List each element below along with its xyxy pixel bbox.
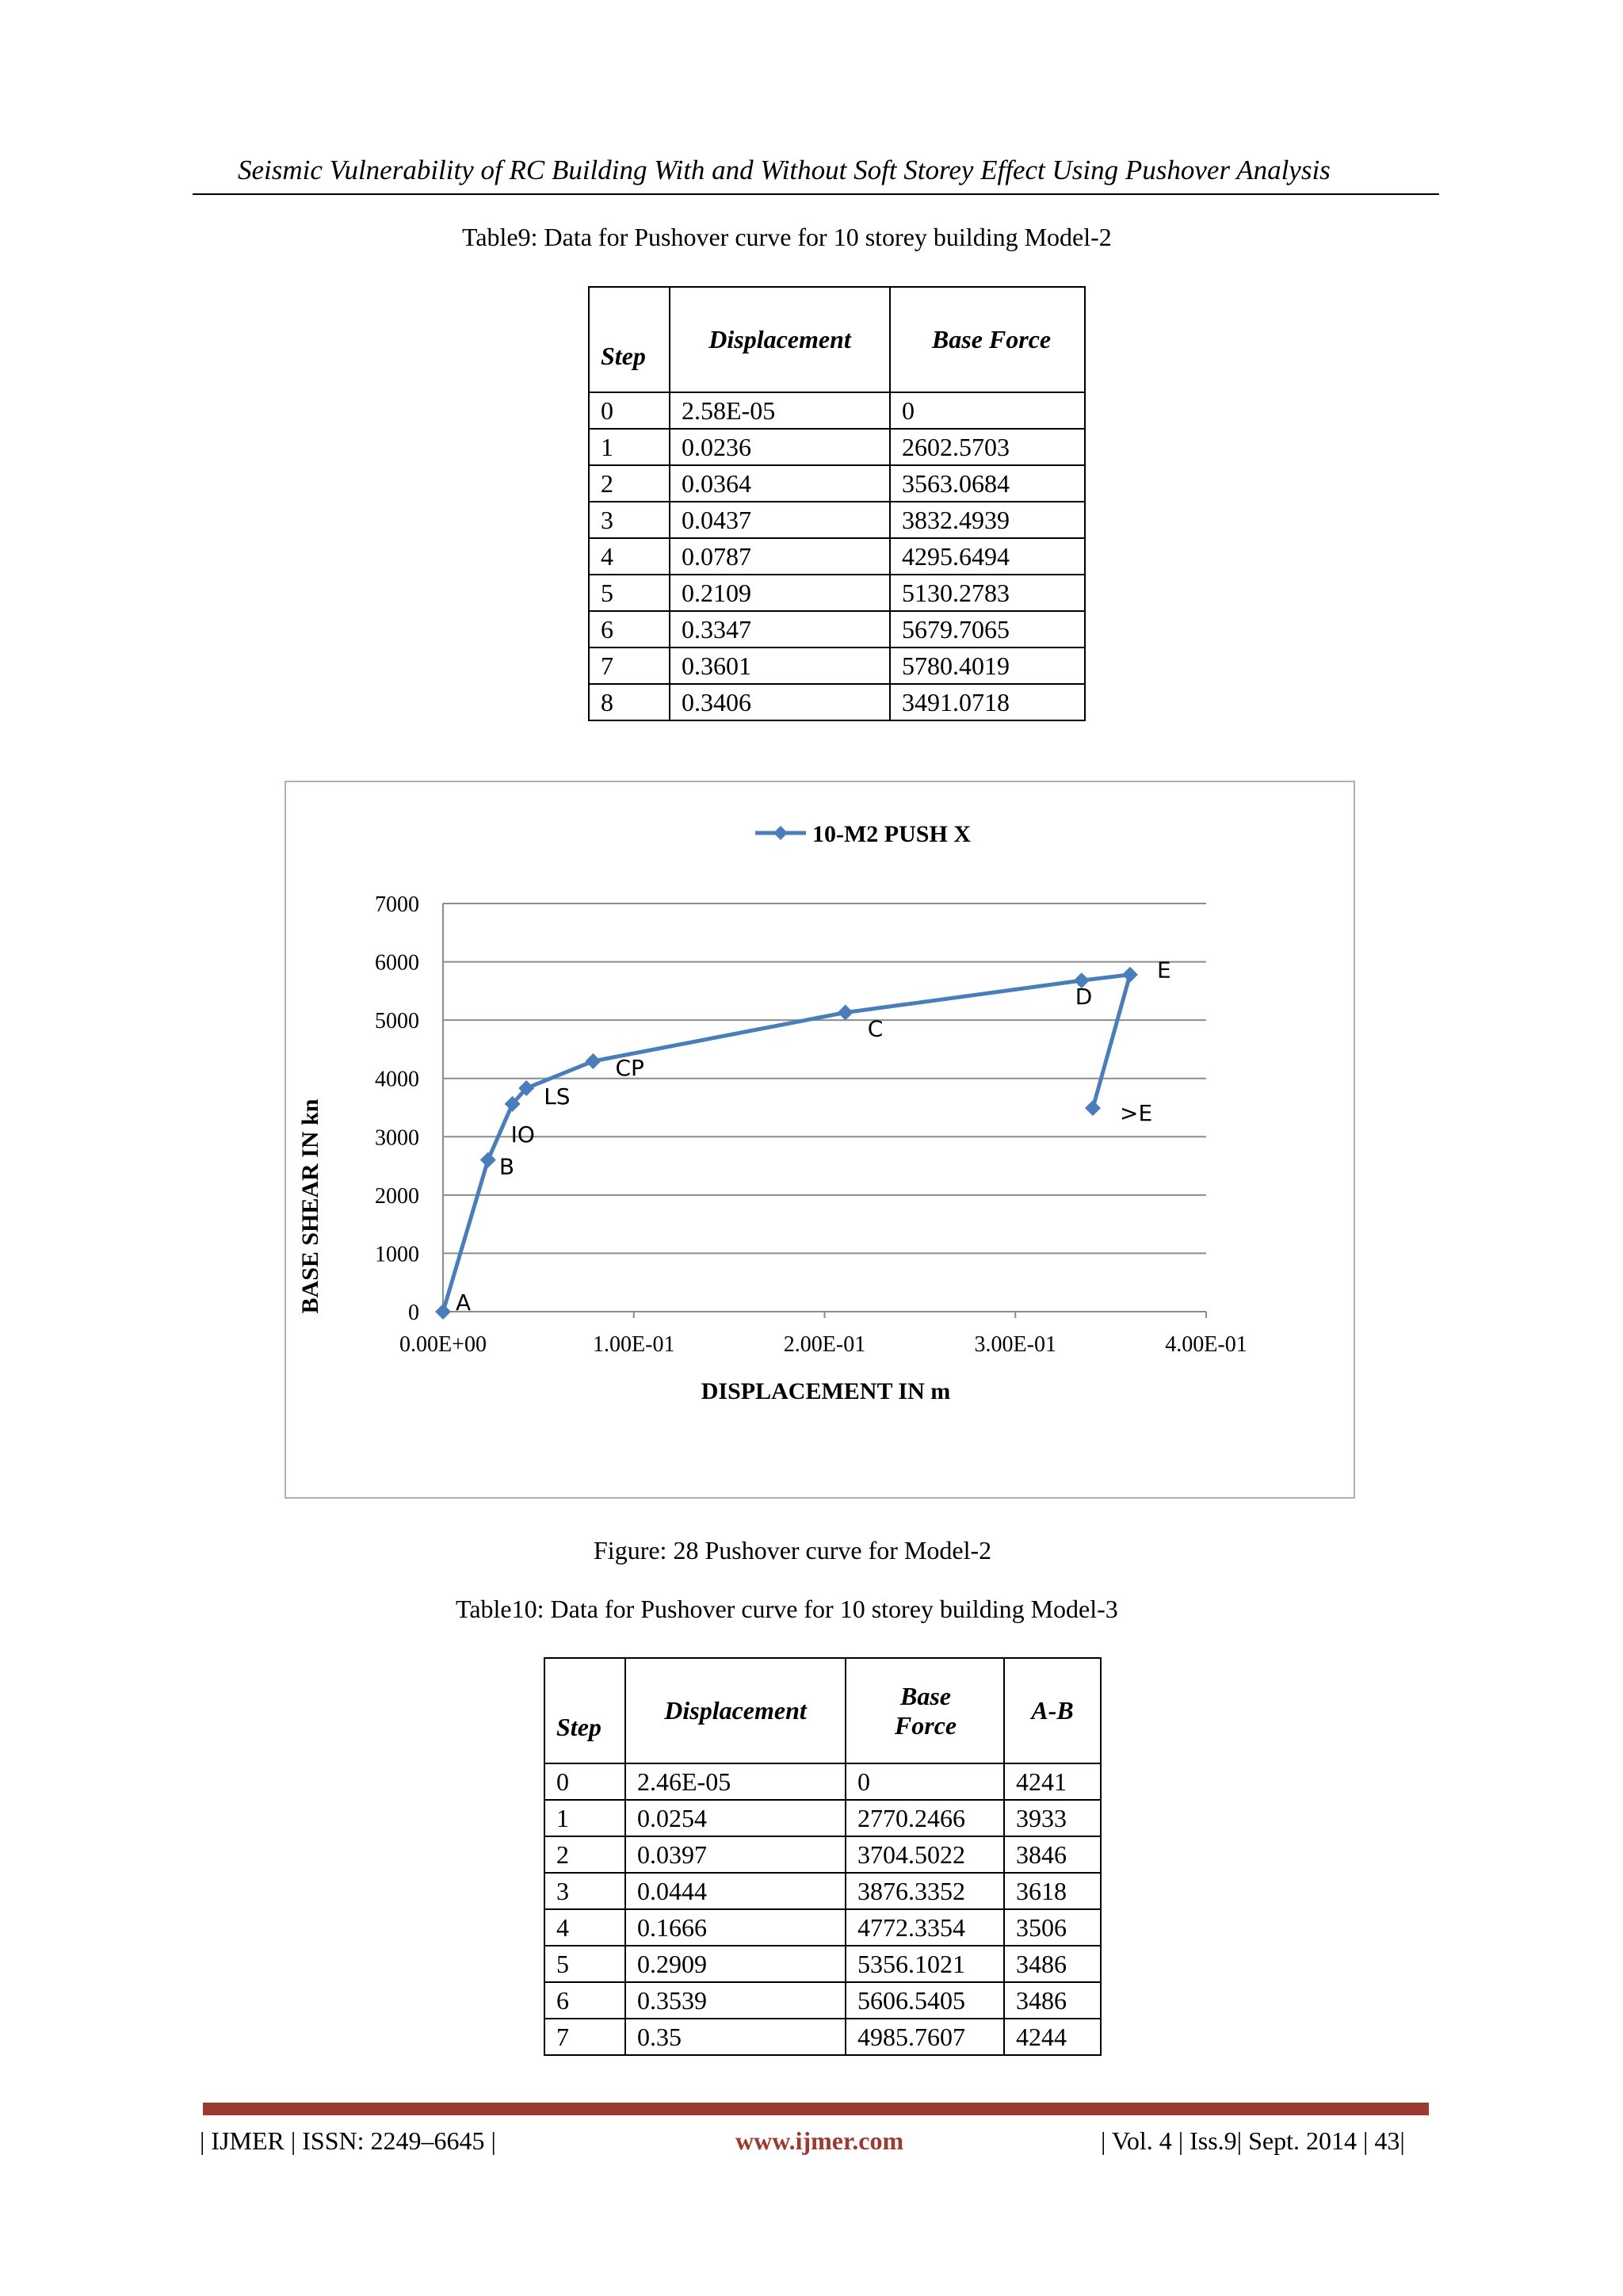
data-point-marker: [1122, 967, 1138, 983]
table-cell: 3563.0684: [890, 465, 1085, 502]
table-cell: 3846: [1004, 1836, 1101, 1873]
data-point-label: B: [498, 1153, 515, 1180]
table9-header-base-force: Base Force: [890, 287, 1085, 392]
table-row: [589, 611, 1085, 648]
pushover-chart: [285, 781, 1355, 1499]
footer-bar: [203, 2103, 1429, 2115]
table10-header-a-b: A-B: [1004, 1658, 1101, 1763]
table-cell: 0.0397: [625, 1836, 846, 1873]
chart-canvas: [286, 782, 1357, 1500]
table10-header-displacement: Displacement: [625, 1658, 846, 1763]
data-point-marker: [585, 1053, 601, 1069]
table-row: [589, 429, 1085, 465]
table-cell: 4985.7607: [846, 2019, 1004, 2055]
table-cell: 3486: [1004, 1982, 1101, 2019]
table-cell: 2.58E-05: [670, 392, 890, 429]
page-header-title: Seismic Vulnerability of RC Building With and Without Soft Storey Effect Using Pushover Analysis: [238, 155, 1331, 185]
header-rule: [193, 193, 1439, 195]
data-point-marker: [1085, 1100, 1101, 1116]
table-cell: 4: [544, 1909, 625, 1946]
table-row: [544, 1763, 1101, 1800]
table-cell: 0.1666: [625, 1909, 846, 1946]
footer-journal-issn: | IJMER | ISSN: 2249–6645 |: [200, 2126, 496, 2155]
table-row: [544, 1909, 1101, 1946]
y-tick-label: 3000: [375, 1125, 419, 1151]
table-row: [544, 1982, 1101, 2019]
table-cell: 8: [589, 684, 670, 720]
table-cell: 3876.3352: [846, 1873, 1004, 1909]
data-point-marker: [435, 1304, 451, 1320]
data-point-label: D: [1075, 984, 1093, 1010]
table-cell: 6: [544, 1982, 625, 2019]
table-cell: 0.3347: [670, 611, 890, 648]
footer-website-link[interactable]: www.ijmer.com: [735, 2126, 904, 2155]
y-tick-label: 0: [408, 1301, 419, 1325]
table9-caption: Table9: Data for Pushover curve for 10 storey building Model-2: [462, 223, 1112, 251]
table-cell: 3: [544, 1873, 625, 1909]
table-cell: 5: [544, 1946, 625, 1982]
legend-marker: [773, 826, 788, 840]
data-point-label: IO: [510, 1121, 535, 1148]
table-cell: 2: [544, 1836, 625, 1873]
x-tick-label: 3.00E-01: [974, 1332, 1056, 1357]
table-cell: 5679.7065: [890, 611, 1085, 648]
table9-header-step: Step: [589, 287, 670, 392]
table-cell: 0.2909: [625, 1946, 846, 1982]
table-cell: 5356.1021: [846, 1946, 1004, 1982]
table-row: [589, 465, 1085, 502]
y-tick-label: 7000: [375, 892, 419, 917]
table-cell: 1: [589, 429, 670, 465]
table-cell: 3506: [1004, 1909, 1101, 1946]
table-cell: 0: [890, 392, 1085, 429]
table-cell: 0.0364: [670, 465, 890, 502]
table-row: [589, 502, 1085, 538]
data-point-label: C: [867, 1015, 884, 1042]
data-point-label: >E: [1119, 1100, 1153, 1127]
table-cell: 0.0236: [670, 429, 890, 465]
table-cell: 5606.5405: [846, 1982, 1004, 2019]
table-cell: 4: [589, 538, 670, 575]
table-cell: 0.0444: [625, 1873, 846, 1909]
y-axis-title: BASE SHEAR IN kn: [297, 1098, 323, 1314]
figure28-caption: Figure: 28 Pushover curve for Model-2: [594, 1536, 992, 1564]
table-cell: 0: [846, 1763, 1004, 1800]
table-cell: 3933: [1004, 1800, 1101, 1836]
table-cell: 0: [589, 392, 670, 429]
table-cell: 5130.2783: [890, 575, 1085, 611]
table-row: [544, 1873, 1101, 1909]
table10-header-step: Step: [544, 1658, 625, 1763]
table-cell: 0.0254: [625, 1800, 846, 1836]
table-cell: 2: [589, 465, 670, 502]
table-cell: 0.3406: [670, 684, 890, 720]
table-row: [544, 1946, 1101, 1982]
y-tick-label: 6000: [375, 950, 419, 976]
table-cell: 4241: [1004, 1763, 1101, 1800]
x-tick-label: 1.00E-01: [593, 1332, 675, 1357]
table-cell: 1: [544, 1800, 625, 1836]
x-tick-label: 0.00E+00: [399, 1332, 487, 1357]
table-row: [589, 392, 1085, 429]
table-row: [589, 684, 1085, 720]
table-cell: 3704.5022: [846, 1836, 1004, 1873]
table10-header-base-force: Base Force: [846, 1658, 1004, 1763]
table-cell: 0.3601: [670, 648, 890, 684]
table-cell: 0.0437: [670, 502, 890, 538]
legend-series-name: 10-M2 PUSH X: [812, 821, 971, 847]
y-tick-label: 4000: [375, 1067, 419, 1092]
table-row: [544, 1836, 1101, 1873]
table-cell: 3: [589, 502, 670, 538]
table-cell: 4772.3354: [846, 1909, 1004, 1946]
table-row: [589, 538, 1085, 575]
table-cell: 7: [544, 2019, 625, 2055]
table-cell: 0: [544, 1763, 625, 1800]
table-cell: 2.46E-05: [625, 1763, 846, 1800]
table-cell: 5: [589, 575, 670, 611]
data-point-label: CP: [615, 1054, 644, 1081]
table10-caption: Table10: Data for Pushover curve for 10 storey building Model-3: [456, 1595, 1118, 1623]
table-row: [544, 2019, 1101, 2055]
footer-volume-page: | Vol. 4 | Iss.9| Sept. 2014 | 43|: [1101, 2126, 1405, 2155]
table-cell: 7: [589, 648, 670, 684]
y-tick-label: 5000: [375, 1009, 419, 1034]
table-cell: 3491.0718: [890, 684, 1085, 720]
table-row: [544, 1800, 1101, 1836]
table-cell: 6: [589, 611, 670, 648]
table-cell: 5780.4019: [890, 648, 1085, 684]
table-cell: 0.2109: [670, 575, 890, 611]
table-cell: 2770.2466: [846, 1800, 1004, 1836]
table-row: [589, 575, 1085, 611]
x-tick-label: 4.00E-01: [1165, 1332, 1247, 1357]
table-cell: 2602.5703: [890, 429, 1085, 465]
table-cell: 3618: [1004, 1873, 1101, 1909]
data-point-label: E: [1156, 957, 1171, 984]
table-cell: 3486: [1004, 1946, 1101, 1982]
x-tick-label: 2.00E-01: [783, 1332, 866, 1357]
table-row: [589, 648, 1085, 684]
y-tick-label: 1000: [375, 1242, 419, 1267]
series-line: [443, 975, 1130, 1312]
table-cell: 3832.4939: [890, 502, 1085, 538]
data-point-marker: [480, 1152, 496, 1168]
table-cell: 0.0787: [670, 538, 890, 575]
table-cell: 0.35: [625, 2019, 846, 2055]
table9: [588, 286, 1086, 721]
data-point-label: LS: [544, 1083, 571, 1110]
table-cell: 4244: [1004, 2019, 1101, 2055]
table10: [544, 1657, 1102, 2056]
y-tick-label: 2000: [375, 1183, 419, 1209]
data-point-marker: [838, 1005, 854, 1021]
x-axis-title: DISPLACEMENT IN m: [701, 1378, 951, 1404]
table9-header-displacement: Displacement: [670, 287, 890, 392]
table-cell: 0.3539: [625, 1982, 846, 2019]
table-cell: 4295.6494: [890, 538, 1085, 575]
data-point-label: A: [456, 1289, 472, 1316]
